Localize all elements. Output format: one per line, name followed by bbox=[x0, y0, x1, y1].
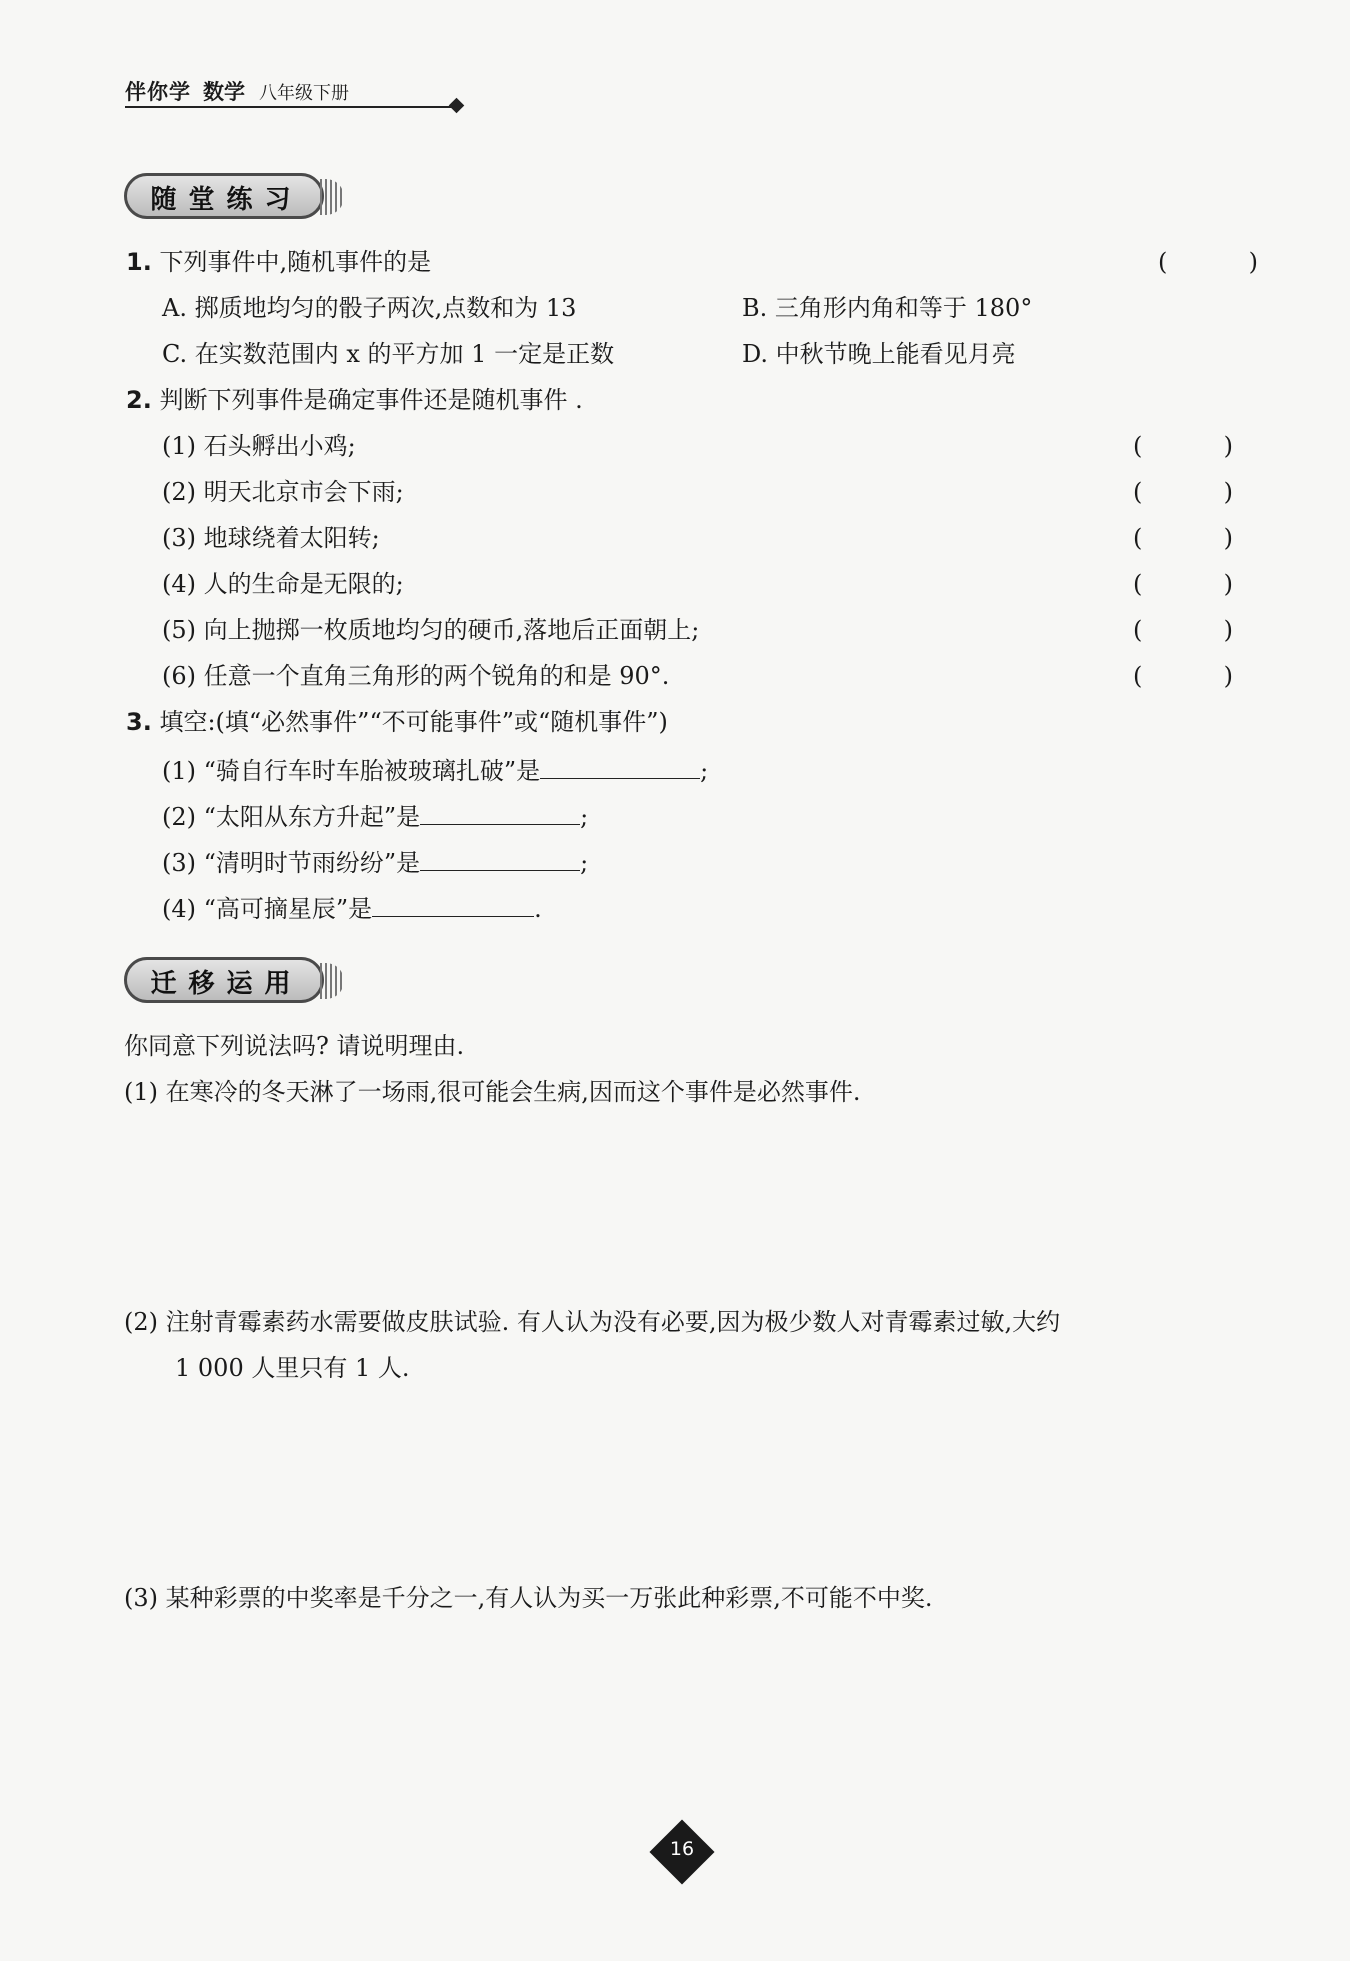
bracket-left: ( bbox=[1133, 432, 1143, 460]
transfer-item-2-line-2: 1 000 人里只有 1 人. bbox=[175, 1354, 410, 1382]
bracket-right: ) bbox=[1248, 248, 1258, 276]
question-1-stem bbox=[126, 246, 431, 278]
bracket-right: ) bbox=[1223, 432, 1233, 460]
banner-stripes bbox=[320, 963, 344, 999]
q3-item-end: ; bbox=[580, 803, 589, 831]
diamond-icon bbox=[449, 98, 465, 114]
question-text: 下列事件中,随机事件的是 bbox=[159, 248, 432, 276]
section-banner-transfer bbox=[124, 957, 342, 1007]
bracket-right: ) bbox=[1223, 616, 1233, 644]
question-number: 2. bbox=[126, 386, 152, 414]
bracket-left: ( bbox=[1133, 524, 1143, 552]
q2-item: (5) 向上抛掷一枚质地均匀的硬币,落地后正面朝上; bbox=[162, 616, 700, 644]
question-2-stem bbox=[126, 384, 583, 416]
question-number: 3. bbox=[126, 708, 152, 736]
q3-item-end: ; bbox=[700, 757, 709, 785]
option-d: D. 中秋节晚上能看见月亮 bbox=[742, 340, 1016, 368]
bracket-right: ) bbox=[1223, 570, 1233, 598]
bracket-left: ( bbox=[1133, 570, 1143, 598]
option-c: C. 在实数范围内 x 的平方加 1 一定是正数 bbox=[162, 340, 615, 368]
question-3-stem bbox=[126, 706, 668, 738]
question-number: 1. bbox=[126, 248, 152, 276]
transfer-item-3: (3) 某种彩票的中奖率是千分之一,有人认为买一万张此种彩票,不可能不中奖. bbox=[124, 1584, 933, 1612]
banner-stripes bbox=[320, 179, 344, 215]
q2-item: (2) 明天北京市会下雨; bbox=[162, 478, 404, 506]
q2-item: (6) 任意一个直角三角形的两个锐角的和是 90°. bbox=[162, 662, 670, 690]
q3-item-text: (4) “高可摘星辰”是 bbox=[162, 895, 373, 923]
q2-item: (3) 地球绕着太阳转; bbox=[162, 524, 380, 552]
section-banner-practice bbox=[124, 173, 342, 223]
section-title-practice: 随堂练习 bbox=[150, 185, 303, 215]
question-text: 判断下列事件是确定事件还是随机事件 . bbox=[159, 386, 583, 414]
q3-item bbox=[162, 890, 542, 925]
bracket-left: ( bbox=[1158, 248, 1168, 276]
q3-item-text: (2) “太阳从东方升起”是 bbox=[162, 803, 421, 831]
q3-item-end: . bbox=[534, 895, 542, 923]
q3-item-text: (3) “清明时节雨纷纷”是 bbox=[162, 849, 421, 877]
q3-item-end: ; bbox=[580, 849, 589, 877]
page-number: 16 bbox=[669, 1838, 695, 1860]
transfer-item-2-line-1: (2) 注射青霉素药水需要做皮肤试验. 有人认为没有必要,因为极少数人对青霉素过敏,大约 bbox=[124, 1308, 1061, 1336]
subject-name: 数学 bbox=[203, 80, 245, 104]
bracket-right: ) bbox=[1223, 662, 1233, 690]
transfer-item-1: (1) 在寒冷的冬天淋了一场雨,很可能会生病,因而这个事件是必然事件. bbox=[124, 1078, 861, 1106]
bracket-left: ( bbox=[1133, 662, 1143, 690]
option-a: A. 掷质地均匀的骰子两次,点数和为 13 bbox=[162, 294, 577, 322]
section-title-transfer: 迁移运用 bbox=[150, 969, 303, 999]
fill-blank[interactable] bbox=[372, 890, 534, 917]
q3-item bbox=[162, 844, 588, 879]
fill-blank[interactable] bbox=[420, 844, 580, 871]
fill-blank[interactable] bbox=[540, 752, 700, 779]
bracket-left: ( bbox=[1133, 478, 1143, 506]
option-b: B. 三角形内角和等于 180° bbox=[742, 294, 1033, 322]
q3-item-text: (1) “骑自行车时车胎被玻璃扎破”是 bbox=[162, 757, 541, 785]
bracket-left: ( bbox=[1133, 616, 1143, 644]
question-text: 填空:(填“必然事件”“不可能事件”或“随机事件”) bbox=[159, 708, 668, 736]
q2-item: (4) 人的生命是无限的; bbox=[162, 570, 404, 598]
grade-label: 八年级下册 bbox=[259, 83, 349, 104]
transfer-intro: 你同意下列说法吗? 请说明理由. bbox=[124, 1032, 465, 1060]
bracket-right: ) bbox=[1223, 478, 1233, 506]
fill-blank[interactable] bbox=[420, 798, 580, 825]
bracket-right: ) bbox=[1223, 524, 1233, 552]
header-rule bbox=[125, 106, 455, 108]
q3-item bbox=[162, 798, 588, 833]
q2-item: (1) 石头孵出小鸡; bbox=[162, 432, 356, 460]
running-header bbox=[125, 76, 465, 112]
brand-name: 伴你学 bbox=[125, 80, 191, 104]
q3-item bbox=[162, 752, 708, 787]
